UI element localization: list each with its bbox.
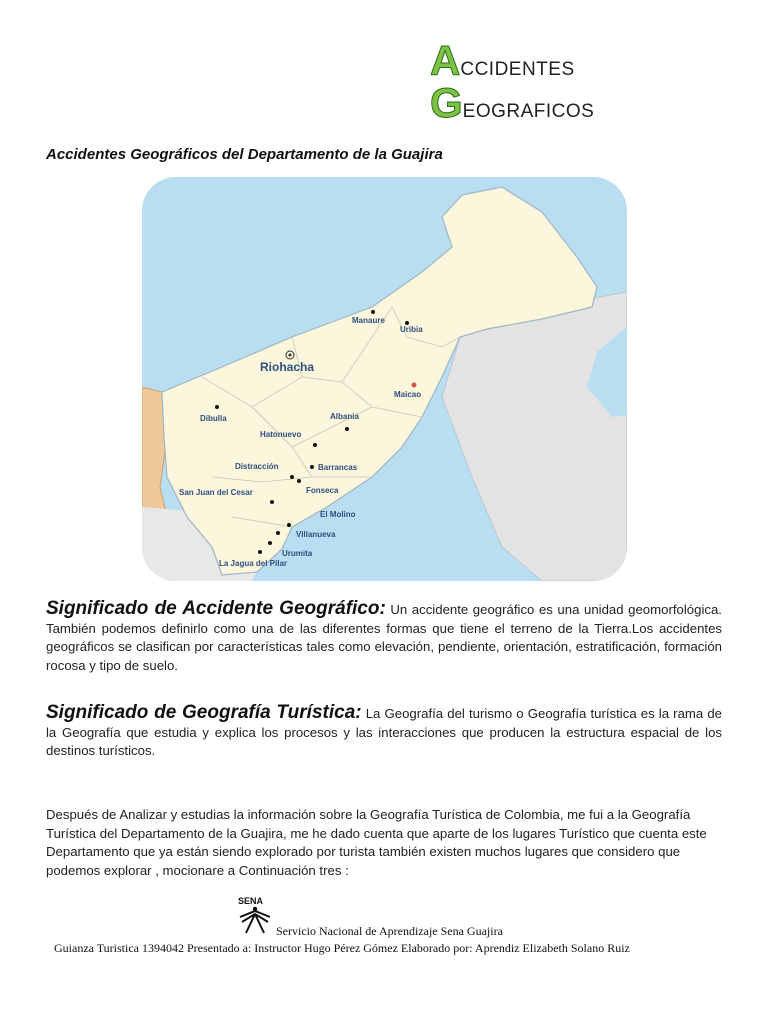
town-label-distraccion: Distracción <box>235 462 279 471</box>
header-initial-g: G <box>430 79 463 126</box>
town-label-maicao: Maicao <box>394 390 422 399</box>
town-label-albania: Albania <box>330 412 359 421</box>
town-label-el-molino: El Molino <box>320 510 356 519</box>
capital-label: Riohacha <box>260 360 315 374</box>
town-label-uribia: Uribia <box>400 325 423 334</box>
town-label-hatonuevo: Hatonuevo <box>260 430 302 439</box>
section-body: La Geografía del turismo o Geografía turística es la rama de la Geografía que estudia y explica los procesos y las interacciones que producen la estructura espacial de los destinos turísticos. <box>46 706 722 758</box>
town-label-fonseca: Fonseca <box>306 486 339 495</box>
guajira-map-graphic <box>142 177 627 581</box>
section-geografia-turistica <box>46 704 722 761</box>
town-label-barrancas: Barrancas <box>318 463 358 472</box>
section-heading: Significado de Accidente Geográfico: <box>46 598 386 619</box>
document-title: Accidentes Geográficos del Departamento de la Guajira <box>46 146 443 163</box>
town-label-dibulla: Dibulla <box>200 414 227 423</box>
section-accidente-geografico <box>46 600 722 675</box>
header-initial-a: A <box>430 37 461 84</box>
town-label-la-jagua-del-pilar: La Jagua del Pilar <box>219 559 288 568</box>
section-body: Un accidente geográfico es una unidad geomorfológica. También podemos definirlo como una de las diferentes formas que tiene el terreno de la Tierra.Los accidentes geográficos se clasifican por características tales como elevación, pendiente, orientación, estratificación, formación rocosa y tipo de suelo. <box>46 602 722 673</box>
header-rest-a: CCIDENTES <box>460 59 575 80</box>
town-label-manaure: Manaure <box>352 316 385 325</box>
sena-logo <box>234 895 276 935</box>
footer-credits: Guianza Turistica 1394042 Presentado a: Instructor Hugo Pérez Gómez Elaborado por: Aprendiz Elizabeth Solano Ruiz <box>54 941 630 955</box>
town-label-san-juan-del-cesar: San Juan del Cesar <box>179 488 253 497</box>
conclusion-paragraph: Después de Analizar y estudias la información sobre la Geografía Turística de Colombia, me fui a la Geografía Turística del Departamento de la Guajira, me he dado cuenta que aparte de los lugares Turístico que cuenta este Departamento que ya están siendo explorado por turista también existen muchos lugares que considero que podemos explorar , mocionare a Continuación tres : <box>46 807 707 878</box>
town-label-urumita: Urumita <box>282 549 313 558</box>
section-heading: Significado de Geografía Turística: <box>46 702 362 723</box>
header-rest-g: EOGRAFICOS <box>462 101 595 122</box>
header-wordart-title <box>430 37 730 126</box>
town-label-villanueva: Villanueva <box>296 530 336 539</box>
guajira-map <box>142 177 627 581</box>
sena-logo-text: SENA <box>238 896 264 906</box>
footer-institution: Servicio Nacional de Aprendizaje Sena Guajira <box>276 924 503 938</box>
